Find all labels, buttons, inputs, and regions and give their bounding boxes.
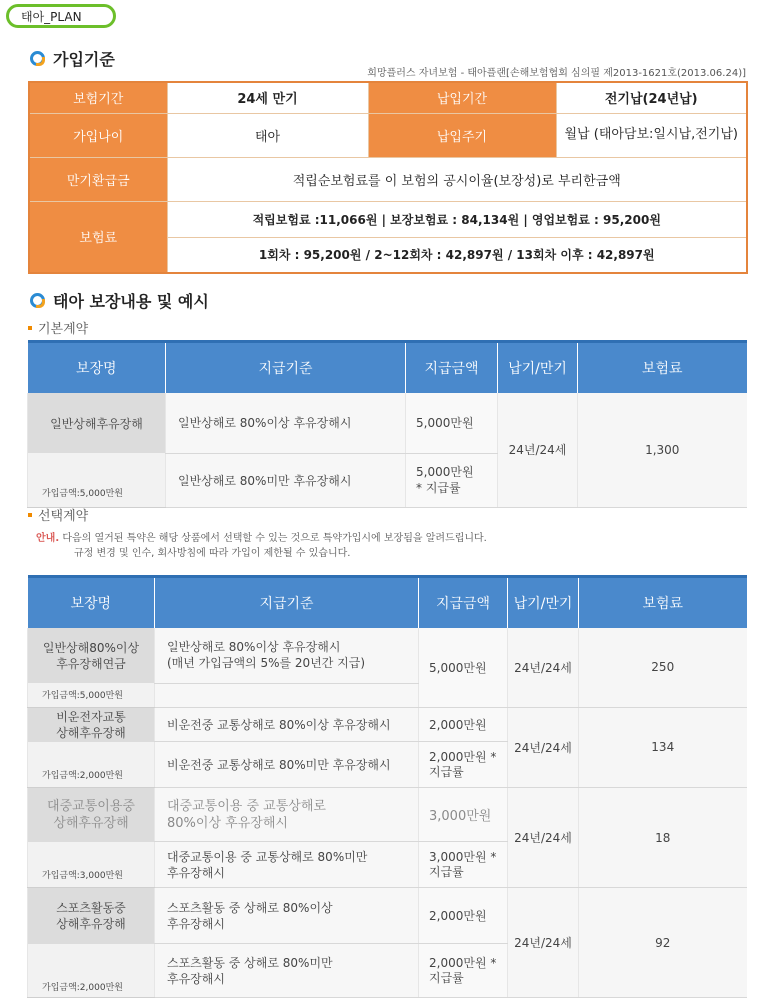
coverage-name: 대중교통이용중 상해후유장해 bbox=[28, 788, 155, 842]
criteria-cell: 일반상해로 80%이상 후유장해시 bbox=[166, 393, 406, 453]
criteria-cell: 일반상해로 80%이상 후유장해시 (매년 가입금액의 5%를 20년간 지급) bbox=[155, 628, 419, 683]
basic-contract-table bbox=[27, 340, 747, 508]
premium-installments: 1회차 : 95,200원 / 2~12회차 : 42,897원 / 13회차 이후 : 42,897원 bbox=[167, 237, 747, 273]
term-cell: 24년/24세 bbox=[508, 707, 579, 788]
col-header-term: 납기/만기 bbox=[498, 342, 578, 394]
term-cell: 24년/24세 bbox=[508, 788, 579, 888]
amount-cell: 5,000만원 * 지급률 bbox=[406, 453, 498, 507]
criteria-cell: 스포츠활동 중 상해로 80%미만 후유장해시 bbox=[155, 944, 419, 998]
notice-label: 안내. bbox=[36, 533, 60, 544]
col-header-criteria: 지급기준 bbox=[155, 577, 419, 629]
payment-period-value: 전기납(24년납) bbox=[556, 82, 747, 113]
plan-badge bbox=[6, 4, 116, 28]
col-header-amount: 지급금액 bbox=[406, 342, 498, 394]
section-title-coverage: 태아 보장내용 및 예시 bbox=[30, 289, 209, 312]
insurance-period-value: 24세 만기 bbox=[167, 82, 368, 113]
join-criteria-table bbox=[28, 81, 748, 274]
payment-cycle-value: 월납 (태아담보:일시납,전기납) bbox=[556, 113, 747, 157]
notice-line-1: 다음의 열거된 특약은 해당 상품에서 선택할 수 있는 것으로 특약가입시에 보장됨을 알려드립니다. bbox=[62, 533, 487, 544]
circle-bullet-icon bbox=[30, 293, 45, 308]
maturity-refund-label: 만기환급금 bbox=[29, 157, 167, 201]
basic-contract-title: 기본계약 bbox=[28, 318, 88, 337]
col-header-term: 납기/만기 bbox=[508, 577, 579, 629]
term-cell: 24년/24세 bbox=[498, 393, 578, 507]
col-header-amount: 지급금액 bbox=[419, 577, 508, 629]
maturity-refund-value: 적립순보험료를 이 보험의 공시이율(보장성)로 부리한금액 bbox=[167, 157, 747, 201]
coverage-sub-amount: 가입금액:2,000만원 bbox=[28, 742, 155, 788]
coverage-name: 스포츠활동중 상해후유장해 bbox=[28, 888, 155, 944]
plan-badge-label: 태아_PLAN bbox=[21, 9, 82, 24]
coverage-sub-amount: 가입금액:5,000만원 bbox=[28, 453, 166, 507]
coverage-sub-amount: 가입금액:5,000만원 bbox=[28, 683, 155, 707]
premium-cell: 18 bbox=[579, 788, 747, 888]
circle-bullet-icon bbox=[30, 51, 45, 66]
criteria-cell-empty bbox=[155, 683, 419, 707]
criteria-cell: 스포츠활동 중 상해로 80%이상 후유장해시 bbox=[155, 888, 419, 944]
amount-cell: 3,000만원 bbox=[419, 788, 508, 842]
optional-contract-table bbox=[27, 575, 747, 998]
approval-caption: 희망플러스 자녀보험 - 태아플랜[손해보험협회 심의필 제2013-1621호(2013.06.24)] bbox=[367, 68, 746, 79]
amount-cell: 3,000만원 * 지급률 bbox=[419, 842, 508, 888]
premium-label: 보험료 bbox=[29, 201, 167, 273]
criteria-cell: 일반상해로 80%미만 후유장해시 bbox=[166, 453, 406, 507]
premium-cell: 1,300 bbox=[578, 393, 747, 507]
col-header-premium: 보험료 bbox=[578, 342, 747, 394]
section-title-join-criteria: 가입기준 bbox=[30, 47, 115, 70]
criteria-cell: 비운전중 교통상해로 80%미만 후유장해시 bbox=[155, 742, 419, 788]
criteria-cell: 비운전중 교통상해로 80%이상 후유장해시 bbox=[155, 707, 419, 742]
amount-cell: 5,000만원 bbox=[406, 393, 498, 453]
amount-cell: 2,000만원 * 지급률 bbox=[419, 944, 508, 998]
col-header-name: 보장명 bbox=[28, 342, 166, 394]
coverage-name: 일반상해80%이상 후유장해연금 bbox=[28, 628, 155, 683]
criteria-cell: 대중교통이용 중 교통상해로 80%미만 후유장해시 bbox=[155, 842, 419, 888]
join-age-label: 가입나이 bbox=[29, 113, 167, 157]
amount-cell: 5,000만원 bbox=[419, 628, 508, 707]
coverage-name: 비운전자교통 상해후유장해 bbox=[28, 707, 155, 742]
join-age-value: 태아 bbox=[167, 113, 368, 157]
payment-period-label: 납입기간 bbox=[368, 82, 556, 113]
amount-cell: 2,000만원 * 지급률 bbox=[419, 742, 508, 788]
square-bullet-icon bbox=[28, 326, 32, 330]
term-cell: 24년/24세 bbox=[508, 628, 579, 707]
notice-line-2: 규정 변경 및 인수, 회사방침에 따라 가입이 제한될 수 있습니다. bbox=[74, 548, 351, 559]
criteria-cell: 대중교통이용 중 교통상해로 80%이상 후유장해시 bbox=[155, 788, 419, 842]
insurance-period-label: 보험기간 bbox=[29, 82, 167, 113]
col-header-criteria: 지급기준 bbox=[166, 342, 406, 394]
term-cell: 24년/24세 bbox=[508, 888, 579, 998]
payment-cycle-label: 납입주기 bbox=[368, 113, 556, 157]
premium-cell: 92 bbox=[579, 888, 747, 998]
optional-contract-title: 선택계약 bbox=[28, 505, 88, 524]
coverage-name: 일반상해후유장해 bbox=[28, 393, 166, 453]
premium-cell: 250 bbox=[579, 628, 747, 707]
premium-cell: 134 bbox=[579, 707, 747, 788]
coverage-sub-amount: 가입금액:3,000만원 bbox=[28, 842, 155, 888]
square-bullet-icon bbox=[28, 513, 32, 517]
col-header-premium: 보험료 bbox=[579, 577, 747, 629]
optional-notice bbox=[36, 529, 487, 544]
col-header-name: 보장명 bbox=[28, 577, 155, 629]
coverage-sub-amount: 가입금액:2,000만원 bbox=[28, 944, 155, 998]
premium-breakdown: 적립보험료 :11,066원 | 보장보험료 : 84,134원 | 영업보험료 : 95,200원 bbox=[167, 201, 747, 237]
amount-cell: 2,000만원 bbox=[419, 888, 508, 944]
amount-cell: 2,000만원 bbox=[419, 707, 508, 742]
